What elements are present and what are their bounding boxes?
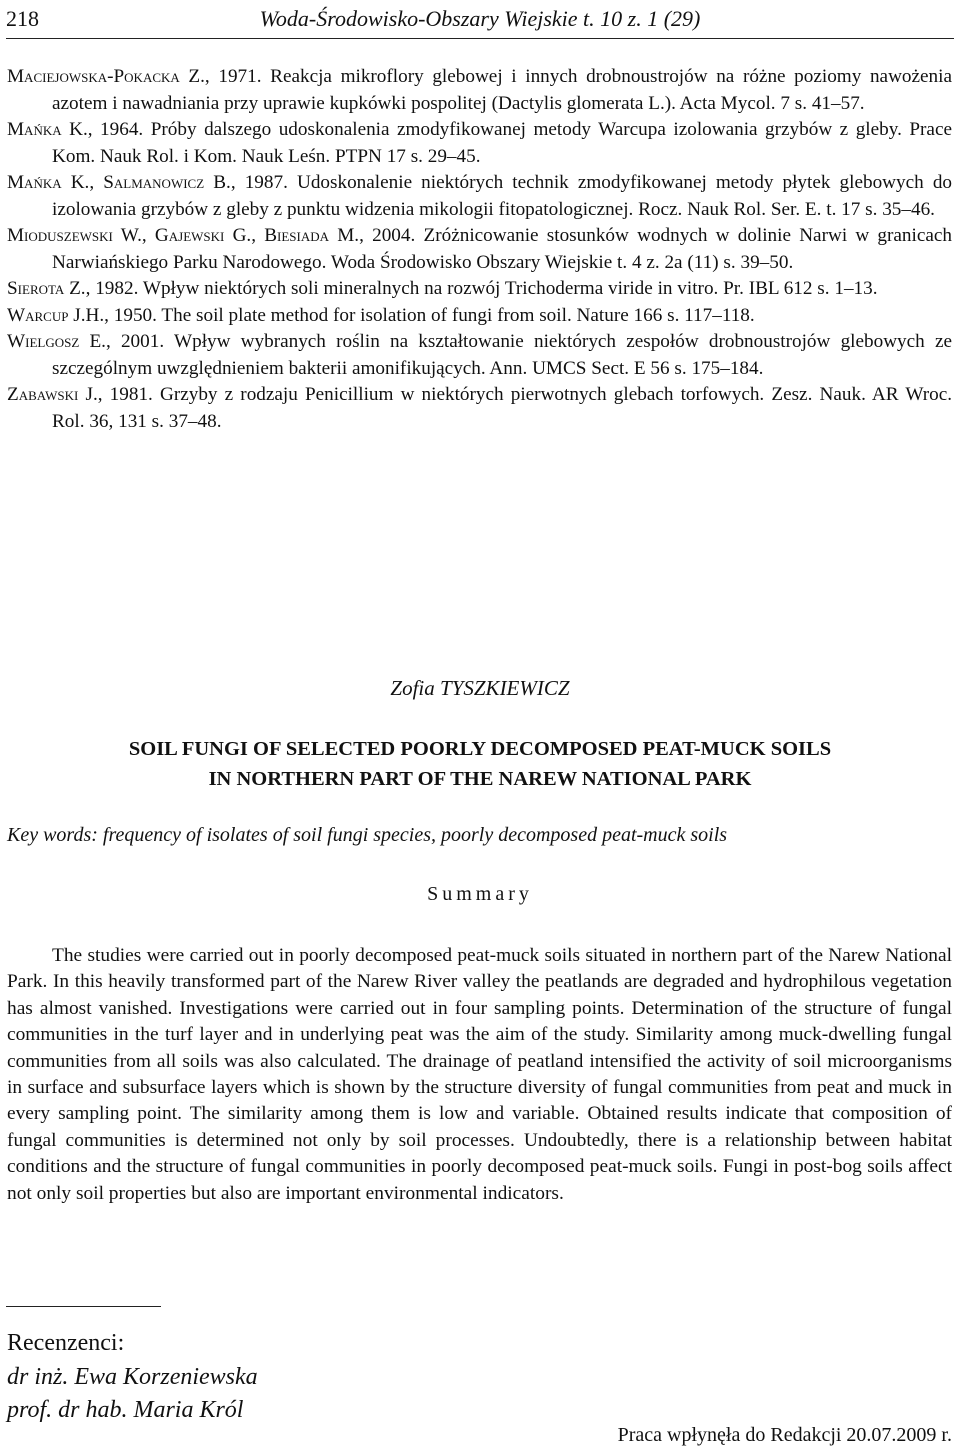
reference-author: Mańka K., 1964. xyxy=(7,119,144,140)
summary-text: The studies were carried out in poorly decomposed peat-muck soils situated in northern part of the Narew National Park. In this heavily transformed part of the Narew River valley the peatlands are degraded and hydrophilous vegetation has almost vanished. Investigations were carried out in four sampling points. Determination of the structure of fungal communities in the turf layer and in underlying peat was the aim of the study. Similarity among muck-dwelling fungal communities from all soils was also calculated. The drainage of peatland intensified the activity of soil microorganisms in surface and subsurface layers which is shown by the structure diversity of fungal communities from peat and muck in every sampling point. The similarity among them is low and variable. Obtained results indicate that composition of fungal communities is determined not only by soil processes. Undoubtedly, there is a relationship between habitat conditions and the structure of fungal communities in poorly decomposed peat-muck soils. Fungi in post-bog soils affect not only soil properties but also are important environmental indicators. xyxy=(7,945,952,1204)
reference-text: Zróżnicowanie stosunków wodnych w dolinie Narwi w granicach Narwiańskiego Parku Narodowego. Woda Środowisko Obszary Wiejskie t. 4 z. 2a (11) s. 39–50. xyxy=(52,225,952,273)
reference-item xyxy=(7,170,952,223)
reference-item xyxy=(7,329,952,382)
references-list xyxy=(7,64,952,435)
reference-text: Grzyby z rodzaju Penicillium w niektórych pierwotnych glebach torfowych. Zesz. Nauk. AR Wroc. Rol. 36, 131 s. 37–48. xyxy=(52,384,953,432)
footnote-rule xyxy=(6,1306,161,1307)
title-line: IN NORTHERN PART OF THE NAREW NATIONAL PARK xyxy=(208,768,752,790)
reference-text: Próby dalszego udoskonalenia zmodyfikowanej metody Warcupa izolowania grzybów z gleby. Prace Kom. Nauk Rol. i Kom. Nauk Leśn. PTPN 17 s. 29–45. xyxy=(52,119,952,167)
article-author: Zofia TYSZKIEWICZ xyxy=(390,676,570,700)
reference-author: Mioduszewski W., Gajewski G., Biesiada M., 2004. xyxy=(7,225,416,246)
reviewer-name: prof. dr hab. Maria Król xyxy=(7,1397,244,1423)
page-number: 218 xyxy=(6,6,39,31)
reference-item xyxy=(7,276,952,303)
reference-text: Reakcja mikroflory glebowej i innych drobnoustrojów na różne poziomy nawożenia azotem i nawadniania przy uprawie kupkówki pospolitej (Dactylis glomerata L.). Acta Mycol. 7 s. 41–57. xyxy=(52,66,952,114)
reviewers-label: Recenzenci: xyxy=(7,1330,125,1356)
keywords: Key words: frequency of isolates of soil fungi species, poorly decomposed peat-muck soils xyxy=(7,824,728,846)
reference-author: Sierota Z., 1982. xyxy=(7,278,139,299)
reference-item xyxy=(7,382,952,435)
summary-heading: Summary xyxy=(427,883,533,905)
title-line: SOIL FUNGI OF SELECTED POORLY DECOMPOSED PEAT-MUCK SOILS xyxy=(128,738,832,760)
reference-author: Warcup J.H., 1950. xyxy=(7,304,157,326)
reviewer-name: dr inż. Ewa Korzeniewska xyxy=(7,1364,258,1390)
reference-author: Maciejowska-Pokacka Z., 1971. xyxy=(7,66,262,87)
reference-text: The soil plate method for isolation of fungi from soil. Nature 166 s. 117–118. xyxy=(161,304,755,326)
received-date: Praca wpłynęła do Redakcji 20.07.2009 r. xyxy=(617,1424,952,1446)
reference-text: Wpływ wybranych roślin na kształtowanie niektórych zespołów drobnoustrojów glebowych ze szczególnym uwzględnieniem bakterii amonifikujących. Ann. UMCS Sect. E 56 s. 175–184. xyxy=(52,331,952,379)
article-title xyxy=(0,734,960,794)
page-header xyxy=(6,4,954,39)
reference-item xyxy=(7,223,952,276)
reference-author: Zabawski J., 1981. xyxy=(7,384,153,405)
reference-author: Mańka K., Salmanowicz B., 1987. xyxy=(7,172,288,193)
reference-text: Udoskonalenie niektórych technik zmodyfikowanej metody płytek glebowych do izolowania grzybów z gleby z punktu widzenia mikologii fitopatologicznej. Rocz. Nauk Rol. Ser. E. t. 17 s. 35–46. xyxy=(52,172,953,220)
journal-title: Woda-Środowisko-Obszary Wiejskie t. 10 z. 1 (29) xyxy=(259,6,701,31)
reference-author: Wielgosz E., 2001. xyxy=(7,331,165,352)
reference-text: Wpływ niektórych soli mineralnych na rozwój Trichoderma viride in vitro. Pr. IBL 612 s. 1–13. xyxy=(142,278,878,299)
reference-item xyxy=(7,117,952,170)
reference-item xyxy=(7,303,952,330)
reference-item xyxy=(7,64,952,117)
